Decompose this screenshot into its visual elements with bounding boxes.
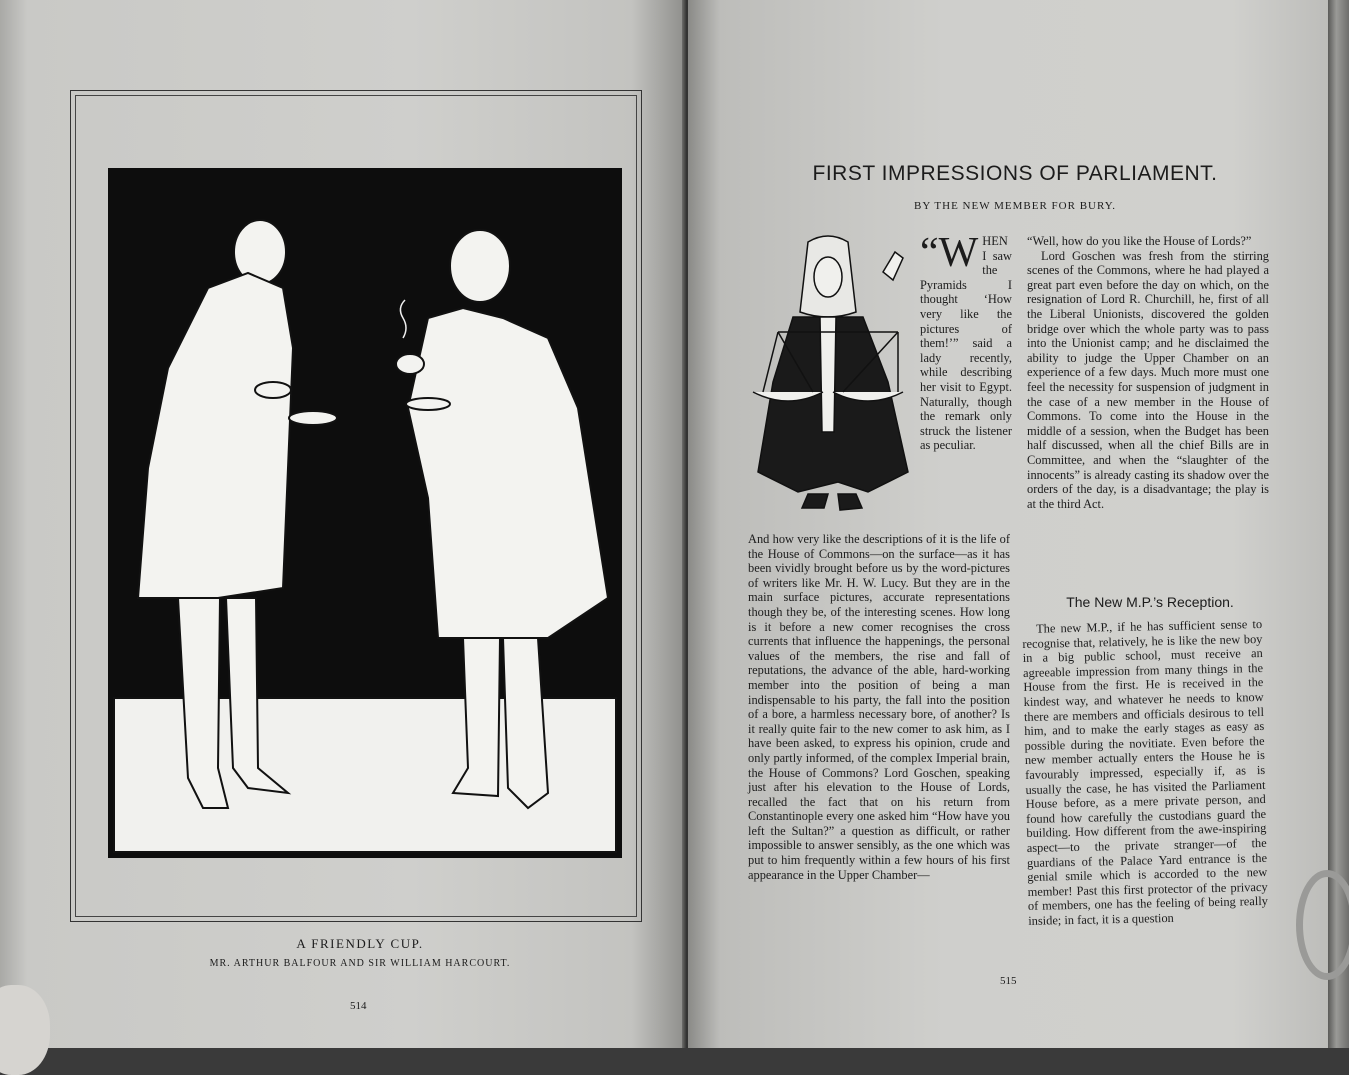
section-text: The new M.P., if he has sufficient sense to recognise that, relatively, he is like the new boy in a big public school, must receive an agreeable impression from many things in the House from the first. He is received in the kindest way, and whatever he needs to know there are members and officials desirous to tell him, and to make the early stages as easy as possible during the novitiate. Even before the new member actually enters the House he is favourably impressed, especially if, as is usually the case, he has visited the Parliament House before, as a mere private person, and found how carefully the custodians guard the building. How different from the awe-inspiring aspect—to the private stranger—of the guardians of the Palace Yard entrance is the genial smile which is accorded to the new member! Past this first protector of the privacy of members, one has the feeling of being really inside; in fact, it is a question bbox=[1022, 616, 1269, 928]
binder-ring bbox=[1296, 870, 1349, 980]
thumb bbox=[0, 985, 50, 1075]
article-byline: BY THE NEW MEMBER FOR BURY. bbox=[913, 200, 1116, 212]
drop-cap: “W bbox=[920, 230, 979, 276]
page-number-left: 514 bbox=[350, 1000, 367, 1012]
judge-with-scales-illustration bbox=[738, 232, 916, 522]
right-column-paragraph-2: Lord Goschen was fresh from the stirring scenes of the Commons, where he had played a great part even before the day on which, on the resignation of Lord R. Churchill, he, first of all the Liberal Unionists, discovered the golden bridge over which the whole party was to pass into the Unionist camp; and he disclaimed the ability to judge the Upper Chamber on an experience of a few days. Much more must one feel the necessity for suspension of judgment in the case of a new member in the House of Commons. To come into the House in the middle of a session, when the Budget has been half discussed, when all the chief Bills are in Committee, and when the “slaughter of the innocents” is already casting its shadow over the orders of the day, is a disadvantage; the play is at the third Act. bbox=[1027, 248, 1269, 511]
two-men-with-teacups-illustration bbox=[108, 168, 622, 858]
section-column bbox=[1022, 617, 1268, 928]
article-headline: FIRST IMPRESSIONS OF PARLIAMENT. bbox=[812, 162, 1218, 185]
caption-title: A FRIENDLY CUP. bbox=[296, 936, 424, 951]
intro-narrow-column bbox=[920, 230, 1012, 453]
page-number-right: 515 bbox=[1000, 975, 1017, 987]
caption-subtitle: MR. ARTHUR BALFOUR AND SIR WILLIAM HARCOURT. bbox=[209, 958, 511, 969]
intro-wide-column bbox=[748, 532, 1010, 882]
section-heading: The New M.P.’s Reception. bbox=[1066, 594, 1234, 610]
right-column-paragraph-1: “Well, how do you like the House of Lords?” bbox=[1027, 234, 1252, 248]
intro-narrow-text: HEN I saw the Pyramids I thought ‘How very like the pictures of them!’” said a lady recently, while describing her visit to Egypt. Naturally, though the remark only struck the listener as peculiar. bbox=[920, 234, 1012, 453]
intro-wide-text: And how very like the descriptions of it is the life of the House of Commons—on the surface—as it has been vividly brought before us by the word-pictures of writers like Mr. H. W. Lucy. But they are in the main surface pictures, accurate representations though they be, of the interesting scenes. How long is it before a new comer recognises the cross currents that influence the happenings, the personal values of the members, the rise and fall of reputations, the advance of the able, hard-working member into the position of being a man indispensable to his party, the fall into the position of a bore, a harmless necessary bore, of another? Is it really quite fair to the new comer to ask him, as I have been asked, to express his opinion, crude and only partly informed, of the complex Imperial brain, the House of Commons? Lord Goschen, speaking just after his elevation to the House of Lords, recalled the fact that on his return from Constantinople every one asked him “How have you left the Sultan?” a question as difficult, or rather impossible to answer sensibly, as the one which was put to him frequently within a few hours of his first appearance in the Upper Chamber— bbox=[748, 532, 1010, 882]
right-column bbox=[1027, 234, 1269, 511]
